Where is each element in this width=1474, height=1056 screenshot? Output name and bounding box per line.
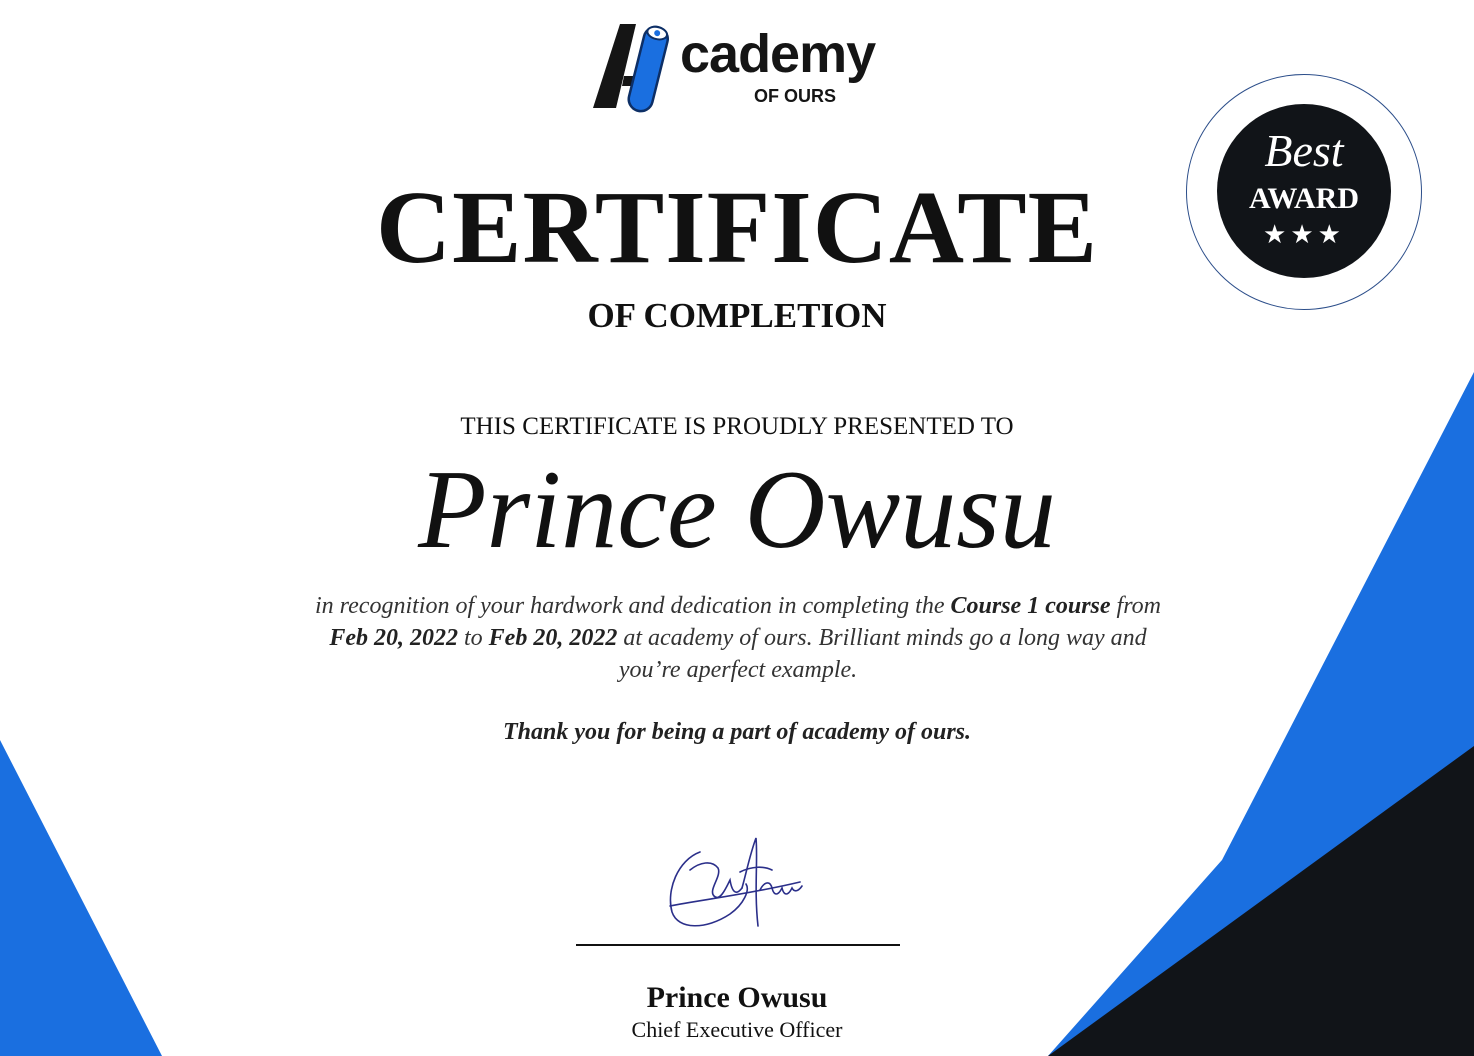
certificate-subtitle: OF COMPLETION xyxy=(587,296,887,335)
badge-stars-icon: ★★★ xyxy=(1263,220,1345,249)
course-name: Course 1 course xyxy=(950,593,1111,619)
body-text-2: from xyxy=(1110,593,1161,619)
recipient-name: Prince Owusu xyxy=(418,448,1056,572)
logo-wordmark: cademy xyxy=(680,24,876,84)
badge-award-text: AWARD xyxy=(1248,182,1359,215)
thank-you-text: Thank you for being a part of academy of ours. xyxy=(503,719,971,745)
certificate-title: CERTIFICATE xyxy=(376,170,1098,285)
academy-logo xyxy=(590,18,890,113)
body-text-1: in recognition of your hardwork and dedication in completing the xyxy=(315,593,951,619)
signature-image xyxy=(660,830,820,942)
signer-name: Prince Owusu xyxy=(646,981,828,1014)
end-date: Feb 20, 2022 xyxy=(488,625,618,651)
body-text-4: at academy of ours. Brilliant minds go a long way and you’re aperfect example. xyxy=(617,625,1147,683)
signature-line xyxy=(576,944,900,946)
body-text-3: to xyxy=(458,625,489,651)
signer-title: Chief Executive Officer xyxy=(631,1017,843,1042)
badge-best-text: Best xyxy=(1264,125,1344,176)
presented-to-text: THIS CERTIFICATE IS PROUDLY PRESENTED TO xyxy=(460,413,1014,440)
recognition-paragraph xyxy=(310,590,1166,686)
logo-subtitle: OF OURS xyxy=(754,86,837,106)
start-date: Feb 20, 2022 xyxy=(329,625,458,651)
